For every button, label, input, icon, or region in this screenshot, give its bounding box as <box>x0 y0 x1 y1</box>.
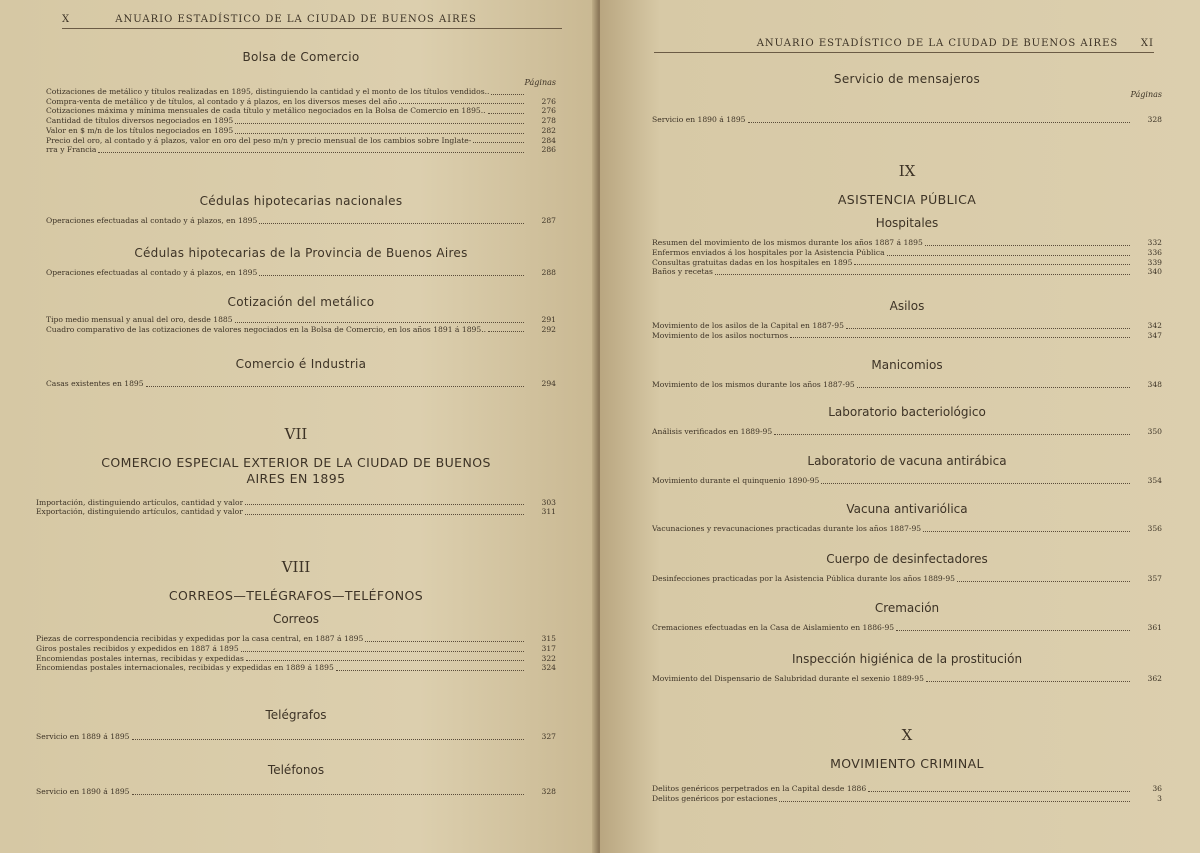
section-title: Telégrafos <box>265 708 327 722</box>
entry-list <box>652 321 1162 340</box>
toc-entry-text: Servicio en 1889 á 1895 <box>36 732 130 741</box>
section-title: Cremación <box>874 601 940 615</box>
entry-list <box>46 216 556 226</box>
toc-entry <box>36 787 556 797</box>
toc-entry <box>46 268 556 278</box>
section-title: Servicio de mensajeros <box>833 72 981 86</box>
toc-entry-text: Cuadro comparativo de las cotizaciones de valores negociados en la Bolsa de Comercio, en los años 1891 á 1895.. <box>46 324 487 334</box>
chapter-title: CORREOS—TELÉGRAFOS—TELÉFONOS <box>168 588 424 603</box>
toc-entry-text: Servicio en 1890 á 1895 <box>36 787 130 796</box>
entry-list <box>36 498 556 517</box>
right-header-title: ANUARIO ESTADÍSTICO DE LA CIUDAD DE BUENOS AIRES <box>756 38 1119 49</box>
toc-entry-page: 303 <box>541 497 556 507</box>
toc-entry-text: Cotizaciones de metálico y títulos realizadas en 1895, distinguiendo la cantidad y el monto de los títulos vendidos.. <box>46 87 490 96</box>
toc-entry <box>652 267 1162 277</box>
toc-entry-text: Encomiendas postales internas, recibidas y expedidas <box>36 653 244 663</box>
toc-entry-text: Servicio en 1890 á 1895 <box>652 115 746 124</box>
chapter-numeral: VII <box>284 425 308 443</box>
toc-entry-text: Movimiento de los asilos nocturnos <box>652 330 789 340</box>
toc-entry-page: 276 <box>541 106 556 116</box>
chapter-title-line-2: AIRES EN 1895 <box>246 471 346 487</box>
chapter-title-line-1: COMERCIO ESPECIAL EXTERIOR DE LA CIUDAD DE BUENOS <box>101 455 491 470</box>
toc-entry <box>652 331 1162 341</box>
toc-entry-text: Precio del oro, al contado y á plazos, valor en oro del peso m/n y precio mensual de los cambios sobre Inglate- <box>46 135 472 145</box>
toc-entry-page: 284 <box>541 135 556 145</box>
toc-entry-text: Compra-venta de metálico y de títulos, al contado y á plazos, en los diversos meses del año <box>46 96 398 106</box>
toc-entry <box>46 116 556 126</box>
section-title: Laboratorio bacteriológico <box>828 405 986 419</box>
toc-entry-page: 286 <box>541 145 556 155</box>
dot-leader <box>132 739 524 740</box>
section-title: Cédulas hipotecarias de la Provincia de Buenos Aires <box>134 246 468 260</box>
left-page-number: X <box>62 14 71 25</box>
entry-list <box>36 732 556 742</box>
right-page-number: XI <box>1140 38 1154 49</box>
toc-entry-text: Encomiendas postales internacionales, recibidas y expedidas en 1889 á 1895 <box>36 663 334 673</box>
toc-entry-page: 36 <box>1152 784 1162 794</box>
toc-entry <box>652 476 1162 486</box>
toc-entry-page: 350 <box>1147 427 1162 436</box>
section-manicomios <box>652 358 1162 390</box>
dot-leader <box>854 264 1130 265</box>
toc-entry <box>46 87 556 97</box>
toc-entry-text: Movimiento de los mismos durante los años 1887-95 <box>652 380 855 389</box>
toc-entry-page: 348 <box>1147 380 1162 389</box>
toc-entry-page: 332 <box>1147 238 1162 248</box>
toc-entry <box>46 136 556 146</box>
section-title: Cuerpo de desinfectadores <box>826 552 988 566</box>
toc-entry-text: Valor en $ m/n de los títulos negociados en 1895 <box>46 125 234 135</box>
dot-leader <box>336 670 524 671</box>
chapter-vii <box>36 425 556 517</box>
section-cotizacion-metalico <box>46 295 556 334</box>
dot-leader <box>491 94 524 95</box>
section-title: Cédulas hipotecarias nacionales <box>199 194 403 208</box>
section-cedulas-nacionales <box>46 194 556 226</box>
section-prostitucion <box>652 652 1162 684</box>
section-mensajeros <box>652 72 1162 125</box>
toc-entry <box>46 325 556 335</box>
section-cedulas-provincia <box>46 246 556 278</box>
toc-entry-page: 336 <box>1147 247 1162 257</box>
toc-entry-text: Enfermos enviados á los hospitales por la Asistencia Pública <box>652 247 885 257</box>
paginas-label: Páginas <box>1130 90 1162 99</box>
toc-entry <box>652 794 1162 804</box>
dot-leader <box>887 255 1130 256</box>
toc-entry-page: 288 <box>541 268 556 277</box>
dot-leader <box>259 275 524 276</box>
toc-entry <box>652 674 1162 684</box>
dot-leader <box>715 274 1130 275</box>
entry-list <box>652 380 1162 390</box>
right-page <box>600 0 1200 853</box>
dot-leader <box>245 514 524 515</box>
entry-list <box>652 238 1162 277</box>
entry-list <box>652 115 1162 125</box>
chapter-ix <box>652 162 1162 277</box>
toc-entry <box>652 574 1162 584</box>
toc-entry-text: Análisis verificados en 1889-95 <box>652 427 773 436</box>
toc-entry-text: Resumen del movimiento de los mismos durante los años 1887 á 1895 <box>652 238 923 248</box>
toc-entry-page: 324 <box>541 663 556 673</box>
dot-leader <box>926 681 1130 682</box>
toc-entry-page: 292 <box>541 324 556 334</box>
entry-list <box>652 784 1162 803</box>
section-bolsa <box>46 50 556 155</box>
toc-entry-page: 282 <box>541 125 556 135</box>
dot-leader <box>259 223 524 224</box>
toc-entry-page: 339 <box>1147 257 1162 267</box>
chapter-viii <box>36 558 556 673</box>
toc-entry-text: Movimiento del Dispensario de Salubridad durante el sexenio 1889-95 <box>652 674 924 683</box>
entry-list <box>46 315 556 334</box>
section-asilos <box>652 299 1162 340</box>
section-title: Inspección higiénica de la prostitución <box>791 652 1023 666</box>
toc-entry-page: 327 <box>541 732 556 741</box>
toc-entry <box>36 507 556 517</box>
toc-entry-text: Exportación, distinguiendo artículos, cantidad y valor <box>36 507 243 517</box>
toc-entry-text: Cremaciones efectuadas en la Casa de Aislamiento en 1886-95 <box>652 623 895 632</box>
toc-entry <box>46 216 556 226</box>
section-telegrafos <box>36 708 556 742</box>
dot-leader <box>779 801 1130 802</box>
entry-list <box>36 634 556 673</box>
dot-leader <box>925 245 1130 246</box>
toc-entry-page: 322 <box>541 653 556 663</box>
toc-entry-page: 294 <box>541 379 556 388</box>
dot-leader <box>923 531 1130 532</box>
dot-leader <box>132 794 524 795</box>
section-title: Vacuna antivariólica <box>846 502 968 516</box>
toc-entry-text: Delitos genéricos por estaciones <box>652 793 778 803</box>
toc-entry-text: Operaciones efectuadas al contado y á plazos, en 1895 <box>46 268 258 277</box>
toc-entry-page: 362 <box>1147 674 1162 683</box>
chapter-title: ASISTENCIA PÚBLICA <box>837 192 977 207</box>
toc-entry-page: 276 <box>541 96 556 106</box>
chapter-title: MOVIMIENTO CRIMINAL <box>830 756 984 771</box>
toc-entry-text: Cantidad de títulos diversos negociados en 1895 <box>46 116 234 126</box>
toc-entry-text: Baños y recetas <box>652 267 713 277</box>
toc-entry-page: 342 <box>1147 321 1162 330</box>
dot-leader <box>245 504 524 505</box>
toc-entry <box>652 380 1162 390</box>
dot-leader <box>896 630 1130 631</box>
section-title: Correos <box>272 612 320 627</box>
section-title: Laboratorio de vacuna antirábica <box>807 454 1007 468</box>
toc-entry <box>36 732 556 742</box>
section-antirrabica <box>652 454 1162 486</box>
toc-entry <box>46 106 556 116</box>
dot-leader <box>868 791 1130 792</box>
entry-list <box>652 476 1162 486</box>
dot-leader <box>774 434 1130 435</box>
toc-entry <box>652 238 1162 248</box>
toc-entry-text: Desinfecciones practicadas por la Asistencia Pública durante los años 1889-95 <box>652 574 955 583</box>
toc-entry <box>652 623 1162 633</box>
dot-leader <box>846 328 1130 329</box>
entry-list <box>652 524 1162 534</box>
chapter-x <box>652 726 1162 804</box>
toc-entry-page: 361 <box>1147 623 1162 632</box>
right-running-header <box>654 38 1154 53</box>
entry-list <box>652 674 1162 684</box>
entry-list <box>46 379 556 389</box>
dot-leader <box>957 581 1130 582</box>
section-title: Asilos <box>889 299 925 313</box>
dot-leader <box>790 337 1130 338</box>
toc-entry-page: 328 <box>1147 115 1162 124</box>
toc-entry <box>46 145 556 155</box>
toc-entry-page: 347 <box>1147 330 1162 340</box>
toc-entry-text: Operaciones efectuadas al contado y á plazos, en 1895 <box>46 216 258 225</box>
dot-leader <box>857 387 1130 388</box>
toc-entry-text: Delitos genéricos perpetrados en la Capital desde 1886 <box>652 784 867 794</box>
entry-list <box>652 623 1162 633</box>
chapter-numeral: X <box>901 726 913 744</box>
toc-entry-text: Tipo medio mensual y anual del oro, desde 1885 <box>46 315 233 324</box>
toc-entry-text: Movimiento de los asilos de la Capital en 1887-95 <box>652 321 844 330</box>
dot-leader <box>241 651 524 652</box>
toc-entry <box>46 126 556 136</box>
dot-leader <box>98 152 524 153</box>
left-header-title: ANUARIO ESTADÍSTICO DE LA CIUDAD DE BUENOS AIRES <box>115 14 477 25</box>
toc-entry-text: Consultas gratuitas dadas en los hospitales en 1895 <box>652 257 853 267</box>
toc-entry-text: Giros postales recibidos y expedidos en 1887 á 1895 <box>36 643 239 653</box>
dot-leader <box>235 322 524 323</box>
toc-entry <box>46 97 556 107</box>
left-page <box>0 0 598 853</box>
dot-leader <box>246 660 524 661</box>
toc-entry-page: 317 <box>541 643 556 653</box>
dot-leader <box>235 123 524 124</box>
section-title: Comercio é Industria <box>235 357 367 371</box>
toc-entry <box>652 784 1162 794</box>
toc-entry <box>36 663 556 673</box>
chapter-numeral: VIII <box>281 558 311 576</box>
section-antivariolica <box>652 502 1162 534</box>
toc-entry-page: 278 <box>541 116 556 126</box>
dot-leader <box>399 103 524 104</box>
toc-entry-page: 3 <box>1157 793 1162 803</box>
toc-entry <box>46 315 556 325</box>
section-title: Bolsa de Comercio <box>242 50 360 64</box>
entry-list <box>36 787 556 797</box>
section-comercio-industria <box>46 357 556 389</box>
dot-leader <box>488 113 524 114</box>
toc-entry <box>36 654 556 664</box>
toc-entry-page: 340 <box>1147 267 1162 277</box>
toc-entry-page: 287 <box>541 216 556 225</box>
toc-entry-text: Movimiento durante el quinquenio 1890-95 <box>652 476 820 485</box>
toc-entry-text: Casas existentes en 1895 <box>46 379 144 388</box>
toc-entry-text: rra y Francia <box>46 145 97 155</box>
dot-leader <box>821 483 1130 484</box>
toc-entry <box>652 258 1162 268</box>
toc-entry <box>652 321 1162 331</box>
toc-entry-page: 291 <box>541 315 556 324</box>
toc-entry-page: 357 <box>1147 574 1162 583</box>
dot-leader <box>748 122 1130 123</box>
toc-entry <box>652 427 1162 437</box>
paginas-label: Páginas <box>524 78 556 87</box>
left-running-header <box>62 14 562 29</box>
toc-entry-text: Piezas de correspondencia recibidas y expedidas por la casa central, en 1887 á 1895 <box>36 634 364 644</box>
section-desinfectadores <box>652 552 1162 584</box>
entry-list <box>46 87 556 155</box>
toc-entry <box>652 248 1162 258</box>
section-title: Manicomios <box>871 358 943 372</box>
toc-entry <box>46 379 556 389</box>
entry-list <box>652 574 1162 584</box>
dot-leader <box>365 641 524 642</box>
section-telefonos <box>36 763 556 797</box>
entry-list <box>652 427 1162 437</box>
toc-entry-text: Cotizaciones máxima y mínima mensuales de cada título y metálico negociados en la Bolsa de Comercio en 1895.. <box>46 106 486 116</box>
section-title: Cotización del metálico <box>227 295 375 309</box>
toc-entry-page: 356 <box>1147 524 1162 533</box>
toc-entry-text: Vacunaciones y revacunaciones practicadas durante los años 1887-95 <box>652 524 922 533</box>
toc-entry <box>652 524 1162 534</box>
dot-leader <box>488 331 524 332</box>
chapter-numeral: IX <box>898 162 916 180</box>
dot-leader <box>235 133 524 134</box>
toc-entry-page: 328 <box>541 787 556 796</box>
section-cremacion <box>652 601 1162 633</box>
section-title: Teléfonos <box>267 763 325 777</box>
toc-entry-page: 311 <box>541 507 556 517</box>
toc-entry <box>36 634 556 644</box>
toc-entry-text: Importación, distinguiendo artículos, cantidad y valor <box>36 497 244 507</box>
entry-list <box>46 268 556 278</box>
section-bacteriologico <box>652 405 1162 437</box>
toc-entry-page: 354 <box>1147 476 1162 485</box>
toc-entry <box>36 498 556 508</box>
toc-entry-page: 315 <box>541 634 556 644</box>
section-title: Hospitales <box>875 216 939 231</box>
toc-entry <box>652 115 1162 125</box>
dot-leader <box>473 142 524 143</box>
toc-entry <box>36 644 556 654</box>
dot-leader <box>146 386 524 387</box>
